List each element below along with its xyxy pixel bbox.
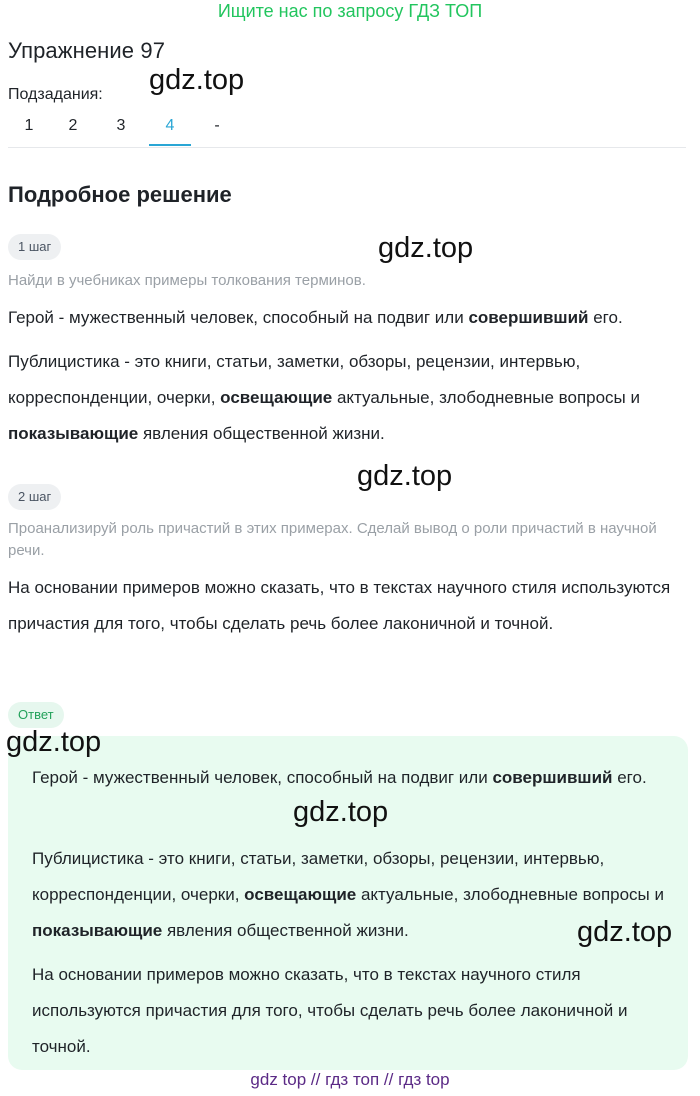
- step-paragraph: Герой - мужественный человек, способный на подвиг или совершивший его.: [8, 308, 623, 327]
- step-hint: Проанализируй роль причастий в этих примерах. Сделай вывод о роли причастий в научной речи.: [8, 520, 657, 559]
- footer-links: gdz top // гдз топ // гдз top: [250, 1070, 450, 1089]
- subtasks-label: Подзадания:: [8, 86, 103, 103]
- answer-paragraph: Герой - мужественный человек, способный на подвиг или совершивший его.: [32, 768, 647, 787]
- watermark: gdz.top: [357, 460, 453, 492]
- search-promo-banner: Ищите нас по запросу ГДЗ ТОП: [217, 1, 483, 21]
- step-paragraph: На основании примеров можно сказать, что в текстах научного стиля используются причастия для того, чтобы сделать речь более лаконичной и точной.: [8, 578, 671, 633]
- watermark: gdz.top: [293, 796, 389, 828]
- watermark: gdz.top: [378, 232, 474, 264]
- answer-paragraph: На основании примеров можно сказать, что в текстах научного стиля используются причастия для того, чтобы сделать речь более лаконичной и точной.: [32, 965, 628, 1056]
- tab-2[interactable]: 2: [68, 117, 78, 134]
- tab-1[interactable]: 1: [24, 117, 34, 134]
- step-badge: 2 шаг: [8, 484, 61, 510]
- step-paragraph: Публицистика - это книги, статьи, заметки, обзоры, рецензии, интервью, корреспонденции, очерки, освещающие актуальные, злободневные вопросы и показывающие явления общественной жизни.: [8, 352, 640, 443]
- page-title: Упражнение 97: [8, 38, 166, 63]
- tab-3[interactable]: 3: [116, 117, 126, 134]
- tab-dash[interactable]: -: [214, 117, 220, 134]
- solution-heading: Подробное решение: [8, 182, 232, 207]
- tab-4[interactable]: 4: [149, 108, 191, 146]
- answer-badge: Ответ: [8, 702, 64, 728]
- answer-paragraph: Публицистика - это книги, статьи, заметки, обзоры, рецензии, интервью, корреспонденции, очерки, освещающие актуальные, злободневные вопросы и показывающие явления общественной жизни.: [32, 849, 664, 940]
- step-hint: Найди в учебниках примеры толкования терминов.: [8, 272, 366, 289]
- step-badge: 1 шаг: [8, 234, 61, 260]
- watermark: gdz.top: [6, 726, 102, 758]
- subtask-tabs: [8, 108, 686, 148]
- watermark: gdz.top: [577, 916, 673, 948]
- watermark: gdz.top: [149, 64, 245, 96]
